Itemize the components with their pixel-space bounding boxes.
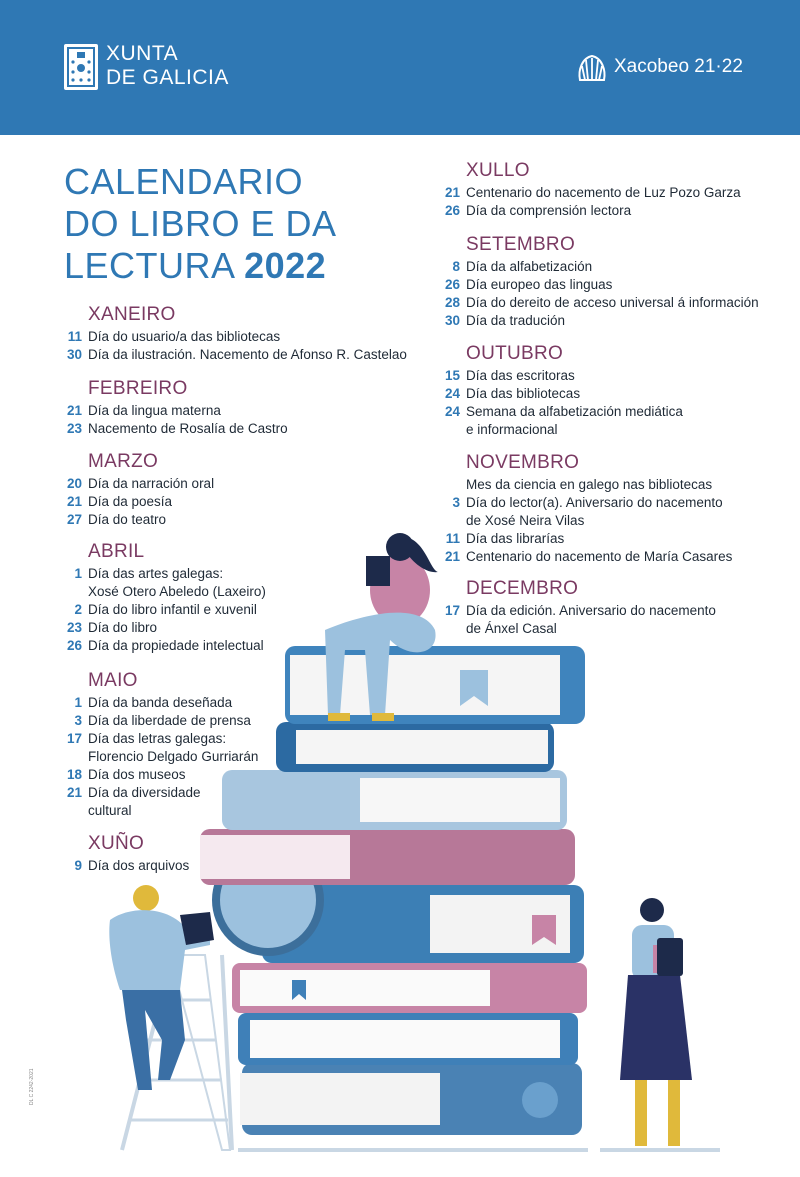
event-text: Día da liberdade de prensa — [88, 713, 251, 728]
event-day: 3 — [452, 495, 460, 510]
event-day: 1 — [74, 566, 82, 581]
event-text: e informacional — [466, 422, 558, 437]
event-text: Xosé Otero Abeledo (Laxeiro) — [88, 584, 266, 599]
event-day: 24 — [444, 386, 460, 401]
title-year: 2022 — [244, 245, 327, 286]
event-day: 3 — [74, 713, 82, 728]
event-text: Día da edición. Aniversario do nacemento — [466, 603, 716, 618]
event-day: 21 — [66, 494, 82, 509]
event-text: Mes da ciencia en galego nas bibliotecas — [466, 477, 713, 492]
event-text: Nacemento de Rosalía de Castro — [88, 421, 288, 436]
event-text: Día da lingua materna — [88, 403, 221, 418]
month-novembro: NOVEMBRO — [466, 452, 580, 473]
event-text: Día das librarías — [466, 531, 565, 546]
event-day: 18 — [66, 767, 82, 782]
month-febreiro: FEBREIRO — [88, 378, 188, 399]
event-day: 27 — [66, 512, 82, 527]
title-line2: DO LIBRO E DA — [64, 203, 337, 244]
event-text: Día da propiedade intelectual — [88, 638, 264, 653]
event-text: Día da ilustración. Nacemento de Afonso R. Castelao — [88, 347, 407, 362]
event-text: Día dos arquivos — [88, 858, 190, 873]
event-day: 9 — [74, 858, 82, 873]
page-title — [64, 161, 337, 287]
xunta-line2: DE GALICIA — [106, 66, 229, 89]
event-day: 26 — [444, 203, 460, 218]
xunta-coat-of-arms-icon — [64, 44, 98, 90]
event-text: Día das artes galegas: — [88, 566, 224, 581]
event-text: Día da banda deseñada — [88, 695, 233, 710]
event-text: Día da comprensión lectora — [466, 203, 632, 218]
event-day: 30 — [66, 347, 82, 362]
header-bar — [0, 0, 800, 135]
event-text: Día das escritoras — [466, 368, 575, 383]
event-day: 2 — [74, 602, 82, 617]
event-text: Día da poesía — [88, 494, 173, 509]
event-text: de Xosé Neira Vilas — [466, 513, 585, 528]
xunta-logo-text — [106, 42, 229, 90]
month-xullo: XULLO — [466, 160, 530, 181]
month-decembro: DECEMBRO — [466, 578, 579, 599]
event-text: Día do lector(a). Aniversario do nacemento — [466, 495, 723, 510]
event-day: 30 — [444, 313, 460, 328]
event-text: Día do teatro — [88, 512, 167, 527]
month-marzo: MARZO — [88, 451, 159, 472]
event-text: Día da narración oral — [88, 476, 215, 491]
event-day: 23 — [66, 421, 82, 436]
event-text: de Ánxel Casal — [466, 621, 557, 636]
event-text: Día do usuario/a das bibliotecas — [88, 329, 281, 344]
event-day: 8 — [452, 259, 460, 274]
event-text: Florencio Delgado Gurriarán — [88, 749, 259, 764]
month-maio: MAIO — [88, 670, 138, 691]
event-text: Día do dereito de acceso universal á información — [466, 295, 759, 310]
event-text: Día das bibliotecas — [466, 386, 581, 401]
event-day: 26 — [66, 638, 82, 653]
event-text: cultural — [88, 803, 132, 818]
event-day: 11 — [67, 329, 82, 344]
event-text: Semana da alfabetización mediática — [466, 404, 683, 419]
event-day: 11 — [445, 531, 460, 546]
event-text: Centenario do nacemento de Luz Pozo Garza — [466, 185, 741, 200]
event-day: 21 — [66, 785, 82, 800]
event-day: 21 — [444, 185, 460, 200]
event-text: Día europeo das linguas — [466, 277, 613, 292]
event-day: 17 — [444, 603, 460, 618]
event-day: 20 — [66, 476, 82, 491]
event-text: Centenario do nacemento de María Casares — [466, 549, 733, 564]
month-xuno: XUÑO — [88, 833, 145, 854]
event-day: 23 — [66, 620, 82, 635]
event-day: 21 — [444, 549, 460, 564]
title-line3: LECTURA — [64, 245, 234, 286]
event-text: Día da alfabetización — [466, 259, 593, 274]
event-text: Día da diversidade — [88, 785, 201, 800]
event-day: 26 — [444, 277, 460, 292]
month-abril: ABRIL — [88, 541, 145, 562]
month-xaneiro: XANEIRO — [88, 304, 176, 325]
event-text: Día dos museos — [88, 767, 186, 782]
event-day: 17 — [66, 731, 82, 746]
event-day: 28 — [444, 295, 460, 310]
legal-deposit-number: DL C 2242-2021 — [29, 1068, 35, 1105]
event-day: 15 — [444, 368, 460, 383]
event-day: 24 — [444, 404, 460, 419]
event-text: Día do libro infantil e xuvenil — [88, 602, 257, 617]
event-day: 21 — [66, 403, 82, 418]
month-setembro: SETEMBRO — [466, 234, 576, 255]
title-line1: CALENDARIO — [64, 161, 304, 202]
scallop-shell-icon — [576, 52, 608, 82]
xunta-line1: XUNTA — [106, 42, 179, 65]
event-text: Día da tradución — [466, 313, 566, 328]
event-text: Día do libro — [88, 620, 158, 635]
event-day: 1 — [74, 695, 82, 710]
xacobeo-logo-text: Xacobeo 21·22 — [614, 56, 743, 77]
month-outubro: OUTUBRO — [466, 343, 564, 364]
event-text: Día das letras galegas: — [88, 731, 227, 746]
